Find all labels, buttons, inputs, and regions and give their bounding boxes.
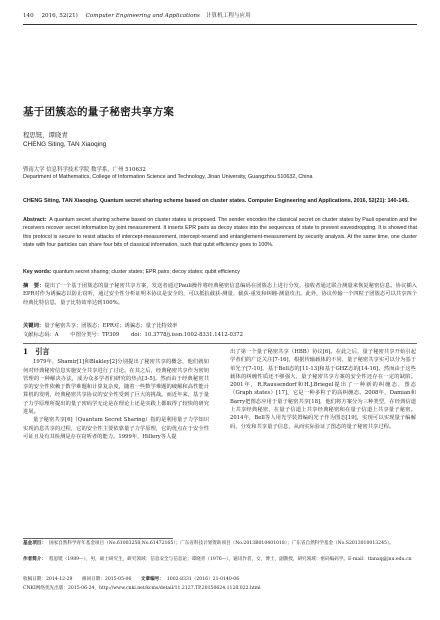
citation: CHENG Siting, TAN Xiaoqing. Quantum secret sharing scheme based on cluster states. Computer Engineering and Applications, 2016, 52(21): 140-145.	[23, 198, 409, 204]
fund-text: 国家自然科学青年基金项目（No.61003258,No.61472165）；广东省科技计划资助项目（No.2013B010401018）；广东省自然科学基金（No.S2013010013245）。	[48, 541, 394, 546]
abstract-en	[23, 216, 417, 249]
article-meta	[23, 331, 417, 339]
issue-info: 2016, 52(21)	[41, 13, 78, 19]
body-paragraph: 量子秘密共享[6]（Quantum Secret Sharing）指的是利用量子力学知识实现消息共享的过程，它的安全性主要依靠量子力学原理，它的优点在于安全性可证且及有其检测是存在窃听者的能力。1999年，Hillery等人提	[23, 417, 209, 440]
paper-title: 基于团簇态的量子秘密共享方案	[23, 106, 175, 118]
affiliation-en: Department of Mathematics, College of Information Science and Technology, Jinan University, Guangzhou 510632, China	[23, 174, 313, 180]
doi: doi：10.3778/j.issn.1002-8331.1412-0372	[130, 332, 243, 338]
bio-label: 作者简介：	[23, 557, 46, 562]
body-paragraph: 出了第一个量子秘密共享（HBB）协议[6]。在此之后，量子秘密共享开始引起学者们的广泛关注[7-16]，根据传输载体的不同，量子秘密共享实可以分为基于单光子[7-10]、基于Bell态的[11-13]和基于GHZ态的[14-16]。然而由于这些载体的纠缠性质还不够强大，量子秘密共享方案的安全性还存在一定的缺陷。2001年，R.Raussendorf和H.J.Briegel提出了一种新的纠缠态，图态（Graph states）[17]，它是一种多粒子的高纠缠态。2008年，Damian和Barry把图态应用于量子秘密共享[18]，他们将方案分为三种类型，在经典信道上共享经典秘密，在量子信道上共享经典秘密和在量子信道上共享量子秘密。2014年，Bell等人用光学装置编码光子作为图态[19]，实现可以实现量子编解码，分发和共享量子信息，从而实际验证了图态的量子秘密共享过程。	[230, 349, 416, 430]
running-header	[23, 10, 417, 22]
keywords-cn-label: 关键词：	[23, 323, 45, 329]
abstract-en-label: Abstract:	[23, 217, 47, 223]
section-heading: 1 引言	[23, 347, 50, 356]
fund-footnote	[23, 541, 417, 547]
author-bio-footnote	[23, 557, 417, 563]
header-rule	[23, 24, 417, 25]
keywords-en	[23, 268, 417, 276]
abstract-cn-label: 摘 要：	[23, 283, 45, 289]
fund-label: 基金项目：	[23, 541, 46, 546]
class-number: 中图分类号：TP309	[70, 332, 120, 338]
body-paragraph: 1979年，Shamir[1]和Blakley[2]分别提出了秘密共享的概念，他们就如何对经典秘密信息实施安全共享进行了讨论。在其之后，经典秘密共享作为密钥管理的一种解决办法，成为众多学者们研究的热点[3-5]。然而由于经典秘密共享的安全性依赖于数学难题和计算复杂度，随着一些数学难题的破解和高性能计算机的发明，经典秘密共享协议的安全性受到了巨大的挑战。而近年来，基于量子力学原理所提出的量子密码学无论是在理论上还是实践上都取得了较快的研究进展。	[23, 359, 209, 416]
cnki-footnote: CNKI网络优先出版：2015-06-24，http://www.cnki.net/kcms/detail/11.2127.TP.20150624.1128.022.html	[23, 586, 261, 591]
footnote-rule	[23, 538, 173, 539]
journal-name-cn: 计算机工程与应用	[205, 13, 251, 19]
body-column-right	[230, 348, 416, 431]
journal-name-en: Computer Engineering and Applications	[85, 13, 200, 19]
abstract-en-text: A quantum secret sharing scheme based on cluster states is proposed. The sender encodes the classical secret on cluster states by Pauli operation and the receivers recover secret information by joint measurement. It inserts EPR pairs as decoy states into the sequences of state to prevent eavesdropping. It is showed that this protocol is secure to resist attacks of intercept-measurement, intercept-resend and entanglement-measurement by security analysis. At the same time, one cluster state with four particles can share four bits of classical information, such that qubit efficiency goes to 100%.	[23, 217, 417, 248]
keywords-cn-text: 量子秘密共享；团簇态；EPR对；诱骗态；量子比特效率	[44, 323, 178, 329]
received-date: 收稿日期：2014-12-29	[23, 577, 73, 582]
article-number-label: 文章编号：	[140, 577, 164, 582]
revised-date: 修回日期：2015-05-06	[81, 577, 132, 582]
bio-text: 程思铤（1989—），男，硕士研究生，研究领域：信息安全与信息论；谭晓青（1976—），通讯作者，女，博士，副教授，研究领域：密码编码学。E-mail：ttanxq@jnu.edu.cn	[48, 557, 412, 562]
authors-cn: 程思铤，谭晓青	[23, 131, 68, 139]
body-column-left	[23, 348, 209, 441]
keywords-en-label: Key words:	[23, 269, 52, 275]
dates-footnote	[23, 577, 417, 583]
keywords-en-text: quantum secret sharing; cluster states; EPR pairs; decoy states; qubit efficiency	[53, 269, 240, 275]
article-number	[141, 577, 239, 582]
abstract-cn	[23, 282, 417, 307]
article-number-value: 1002-8331（2016）21-0140-06	[166, 577, 240, 582]
section-rule	[23, 343, 417, 344]
doc-code: 文献标志码：A	[23, 332, 59, 338]
affiliation-cn: 暨南大学 信息科学技术学院 数学系，广州 510632	[23, 167, 146, 173]
authors-en: CHENG Siting, TAN Xiaoqing	[23, 141, 107, 148]
keywords-cn	[23, 322, 417, 330]
abstract-cn-text: 提出了一个基于团簇态的量子秘密共享方案，发送者通过Pauli操作将经典秘密信息编码在团簇态上进行分发，接收者通过联合测量来恢复秘密信息。协议插入EPR对作为诱骗态以防止窃听，通过安全性分析证明本协议是安全的，可以抵抗截获-测量、截获-重发和纠缠-测量攻击。此外，协议传输一个四粒子团簇态可以共享四个经典比特信息，量子比特效率达到100%。	[23, 283, 417, 306]
page-number: 140	[23, 13, 34, 19]
